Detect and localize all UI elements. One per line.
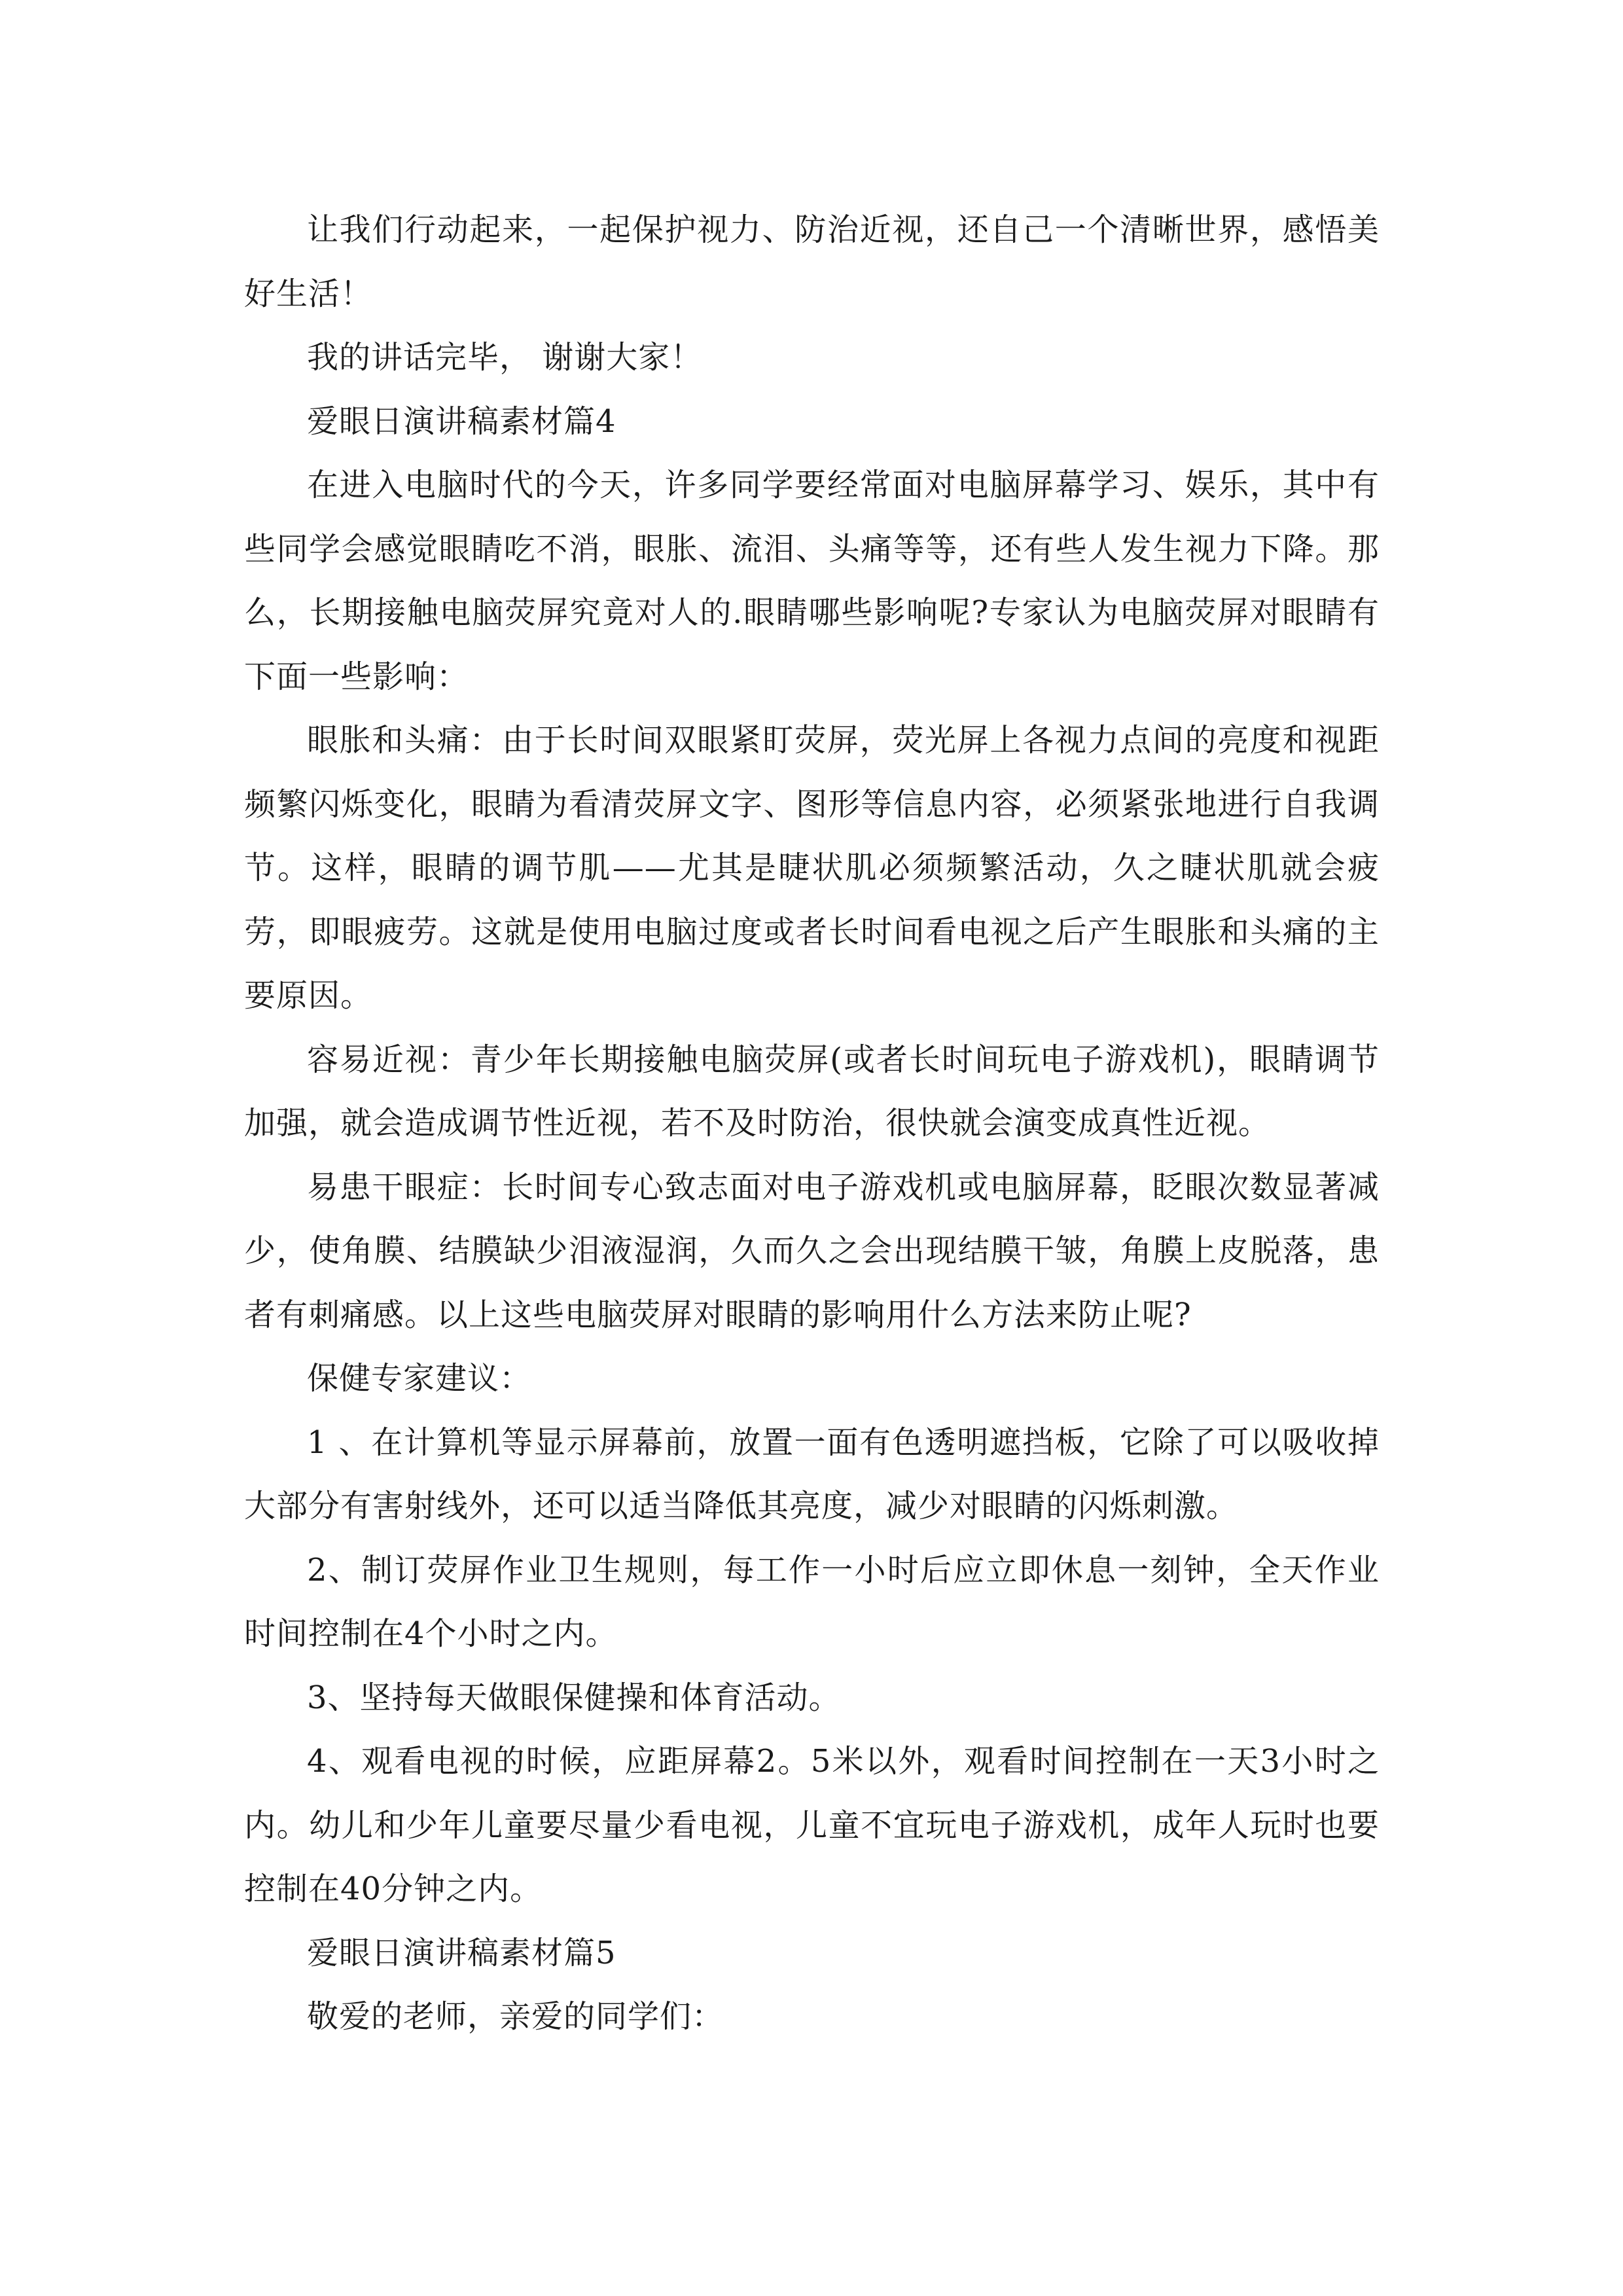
advice-item-3: 3、坚持每天做眼保健操和体育活动。 <box>307 1679 841 1716</box>
advice-item-4: 4、观看电视的时候，应距屏幕2。5米以外，观看时间控制在一天3小时之内。幼儿和少年儿童要尽量少看电视，儿童不宜玩电子游戏机，成年人玩时也要控制在40分钟之内。 <box>244 1743 1380 1907</box>
dry-eye-paragraph: 易患干眼症：长时间专心致志面对电子游戏机或电脑屏幕，眨眼次数显著减少，使角膜、结膜缺少泪液湿润，久而久之会出现结膜干皱，角膜上皮脱落，患者有刺痛感。以上这些电脑荧屏对眼睛的影响用什么方法来防止呢? <box>244 1168 1380 1333</box>
closing-paragraph: 让我们行动起来，一起保护视力、防治近视，还自己一个清晰世界，感悟美好生活！ <box>244 211 1380 312</box>
advice-item-2: 2、制订荧屏作业卫生规则，每工作一小时后应立即休息一刻钟，全天作业时间控制在4个小时之内。 <box>244 1551 1380 1652</box>
advice-item-1: 1 、在计算机等显示屏幕前，放置一面有色透明遮挡板，它除了可以吸收掉大部分有害射线外，还可以适当降低其亮度，减少对眼睛的闪烁刺激。 <box>244 1424 1380 1524</box>
document-body <box>244 198 1380 2049</box>
eye-strain-paragraph: 眼胀和头痛：由于长时间双眼紧盯荧屏，荧光屏上各视力点间的亮度和视距频繁闪烁变化，眼睛为看清荧屏文字、图形等信息内容，必须紧张地进行自我调节。这样，眼睛的调节肌——尤其是睫状肌必须频繁活动，久之睫状肌就会疲劳，即眼疲劳。这就是使用电脑过度或者长时间看电视之后产生眼胀和头痛的主要原因。 <box>244 722 1380 1014</box>
intro-paragraph: 在进入电脑时代的今天，许多同学要经常面对电脑屏幕学习、娱乐，其中有些同学会感觉眼睛吃不消，眼胀、流泪、头痛等等，还有些人发生视力下降。那么，长期接触电脑荧屏究竟对人的.眼睛哪些影响呢?专家认为电脑荧屏对眼睛有下面一些影响： <box>244 467 1380 695</box>
myopia-paragraph: 容易近视：青少年长期接触电脑荧屏(或者长时间玩电子游戏机)，眼睛调节加强，就会造成调节性近视，若不及时防治，很快就会演变成真性近视。 <box>244 1041 1380 1141</box>
advice-heading: 保健专家建议： <box>307 1360 532 1397</box>
thanks-paragraph: 我的讲话完毕， 谢谢大家！ <box>307 339 703 376</box>
greeting-paragraph: 敬爱的老师，亲爱的同学们： <box>307 1998 724 2035</box>
section-heading-4: 爱眼日演讲稿素材篇4 <box>307 403 616 440</box>
section-heading-5: 爱眼日演讲稿素材篇5 <box>307 1934 616 1971</box>
